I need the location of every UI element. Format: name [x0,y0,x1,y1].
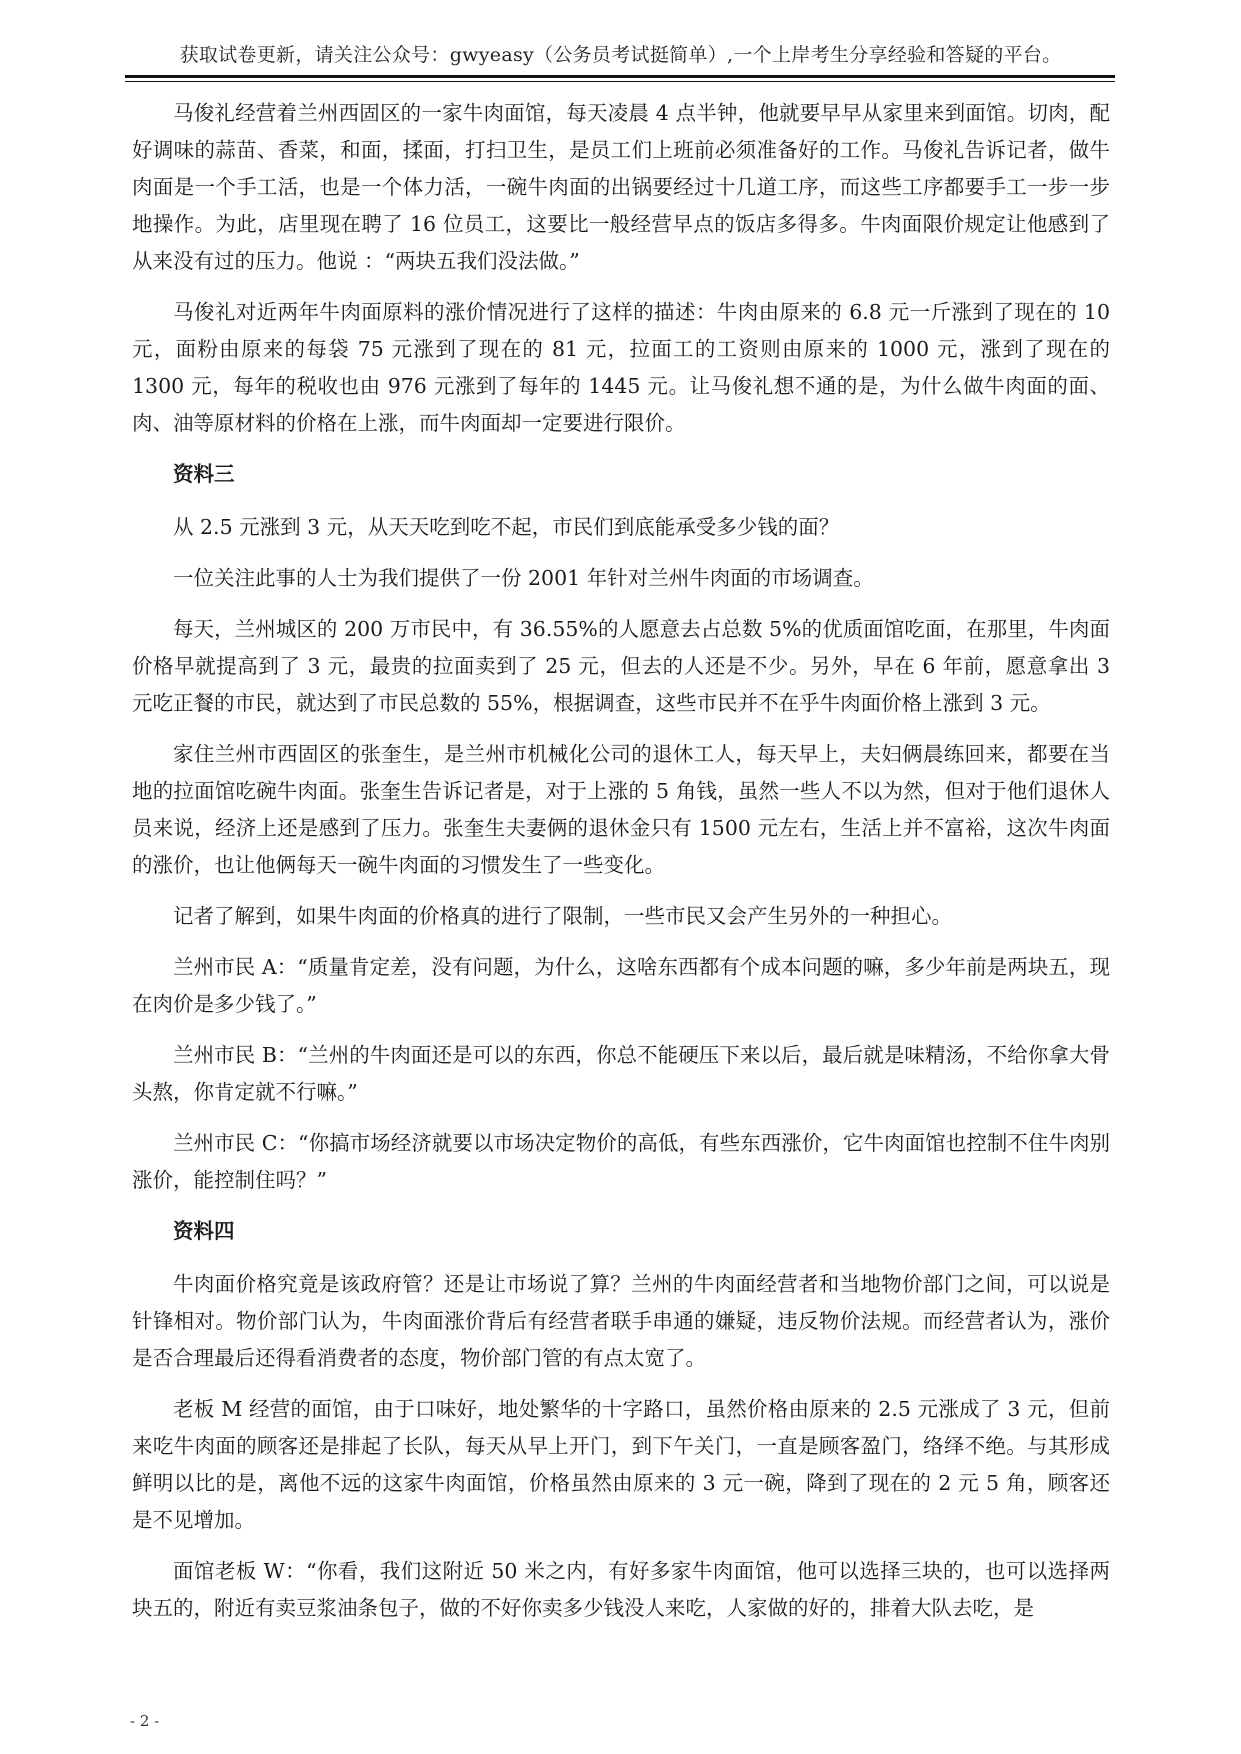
page-number: - 2 - [130,1712,160,1730]
paragraph: 兰州市民 A：“质量肯定差，没有问题，为什么，这啥东西都有个成本问题的嘛，多少年前是两块五，现在肉价是多少钱了。” [132,955,1110,1016]
document-body [132,95,1110,1641]
section-heading: 资料四 [173,1219,235,1243]
header-rule-thick [125,75,1115,78]
paragraph: 马俊礼经营着兰州西固区的一家牛肉面馆，每天凌晨 4 点半钟，他就要早早从家里来到面馆。切肉，配好调味的蒜苗、香菜，和面，揉面，打扫卫生，是员工们上班前必须准备好的工作。马俊礼告诉记者，做牛肉面是一个手工活，也是一个体力活，一碗牛肉面的出锅要经过十几道工序，而这些工序都要手工一步一步地操作。为此，店里现在聘了 16 位员工，这要比一般经营早点的饭店多得多。牛肉面限价规定让他感到了从来没有过的压力。他说 ：“两块五我们没法做。” [132,101,1110,273]
header-notice: 获取试卷更新，请关注公众号：gwyeasy（公务员考试挺简单）,一个上岸考生分享经验和答疑的平台。 [179,44,1062,66]
paragraph: 家住兰州市西固区的张奎生，是兰州市机械化公司的退休工人，每天早上，夫妇俩晨练回来，都要在当地的拉面馆吃碗牛肉面。张奎生告诉记者是，对于上涨的 5 角钱，虽然一些人不以为然，但对于他们退休人员来说，经济上还是感到了压力。张奎生夫妻俩的退休金只有 1500 元左右，生活上并不富裕，这次牛肉面的涨价，也让他俩每天一碗牛肉面的习惯发生了一些变化。 [132,742,1110,877]
paragraph: 记者了解到，如果牛肉面的价格真的进行了限制，一些市民又会产生另外的一种担心。 [173,904,952,928]
paragraph: 老板 M 经营的面馆，由于口味好，地处繁华的十字路口，虽然价格由原来的 2.5 元涨成了 3 元，但前来吃牛肉面的顾客还是排起了长队，每天从早上开门，到下午关门，一直是顾客盈门，络绎不绝。与其形成鲜明以比的是，离他不远的这家牛肉面馆，价格虽然由原来的 3 元一碗，降到了现在的 2 元 5 角，顾客还是不见增加。 [132,1397,1110,1532]
paragraph: 从 2.5 元涨到 3 元，从天天吃到吃不起，市民们到底能承受多少钱的面？ [173,515,840,539]
header-rule-thin [125,81,1115,82]
paragraph: 牛肉面价格究竟是该政府管？还是让市场说了算？兰州的牛肉面经营者和当地物价部门之间，可以说是针锋相对。物价部门认为，牛肉面涨价背后有经营者联手串通的嫌疑，违反物价法规。而经营者认为，涨价是否合理最后还得看消费者的态度，物价部门管的有点太宽了。 [132,1272,1110,1370]
paragraph: 一位关注此事的人士为我们提供了一份 2001 年针对兰州牛肉面的市场调查。 [173,566,874,590]
paragraph: 兰州市民 C：“你搞市场经济就要以市场决定物价的高低，有些东西涨价，它牛肉面馆也控制不住牛肉别涨价，能控制住吗？” [132,1131,1110,1192]
paragraph: 面馆老板 W：“你看，我们这附近 50 米之内，有好多家牛肉面馆，他可以选择三块的，也可以选择两块五的，附近有卖豆浆油条包子，做的不好你卖多少钱没人来吃，人家做的好的，排着大队去吃，是 [132,1559,1110,1620]
section-heading: 资料三 [173,462,235,486]
paragraph: 每天，兰州城区的 200 万市民中，有 36.55%的人愿意去占总数 5%的优质面馆吃面，在那里，牛肉面价格早就提高到了 3 元，最贵的拉面卖到了 25 元，但去的人还是不少。另外，早在 6 年前，愿意拿出 3 元吃正餐的市民，就达到了市民总数的 55%，根据调查，这些市民并不在乎牛肉面价格上涨到 3 元。 [132,617,1110,715]
paragraph: 马俊礼对近两年牛肉面原料的涨价情况进行了这样的描述：牛肉由原来的 6.8 元一斤涨到了现在的 10 元，面粉由原来的每袋 75 元涨到了现在的 81 元，拉面工的工资则由原来的 1000 元，涨到了现在的 1300 元，每年的税收也由 976 元涨到了每年的 1445 元。让马俊礼想不通的是，为什么做牛肉面的面、肉、油等原材料的价格在上涨，而牛肉面却一定要进行限价。 [132,300,1110,435]
paragraph: 兰州市民 B：“兰州的牛肉面还是可以的东西，你总不能硬压下来以后，最后就是味精汤，不给你拿大骨头熬，你肯定就不行嘛。” [132,1043,1110,1104]
